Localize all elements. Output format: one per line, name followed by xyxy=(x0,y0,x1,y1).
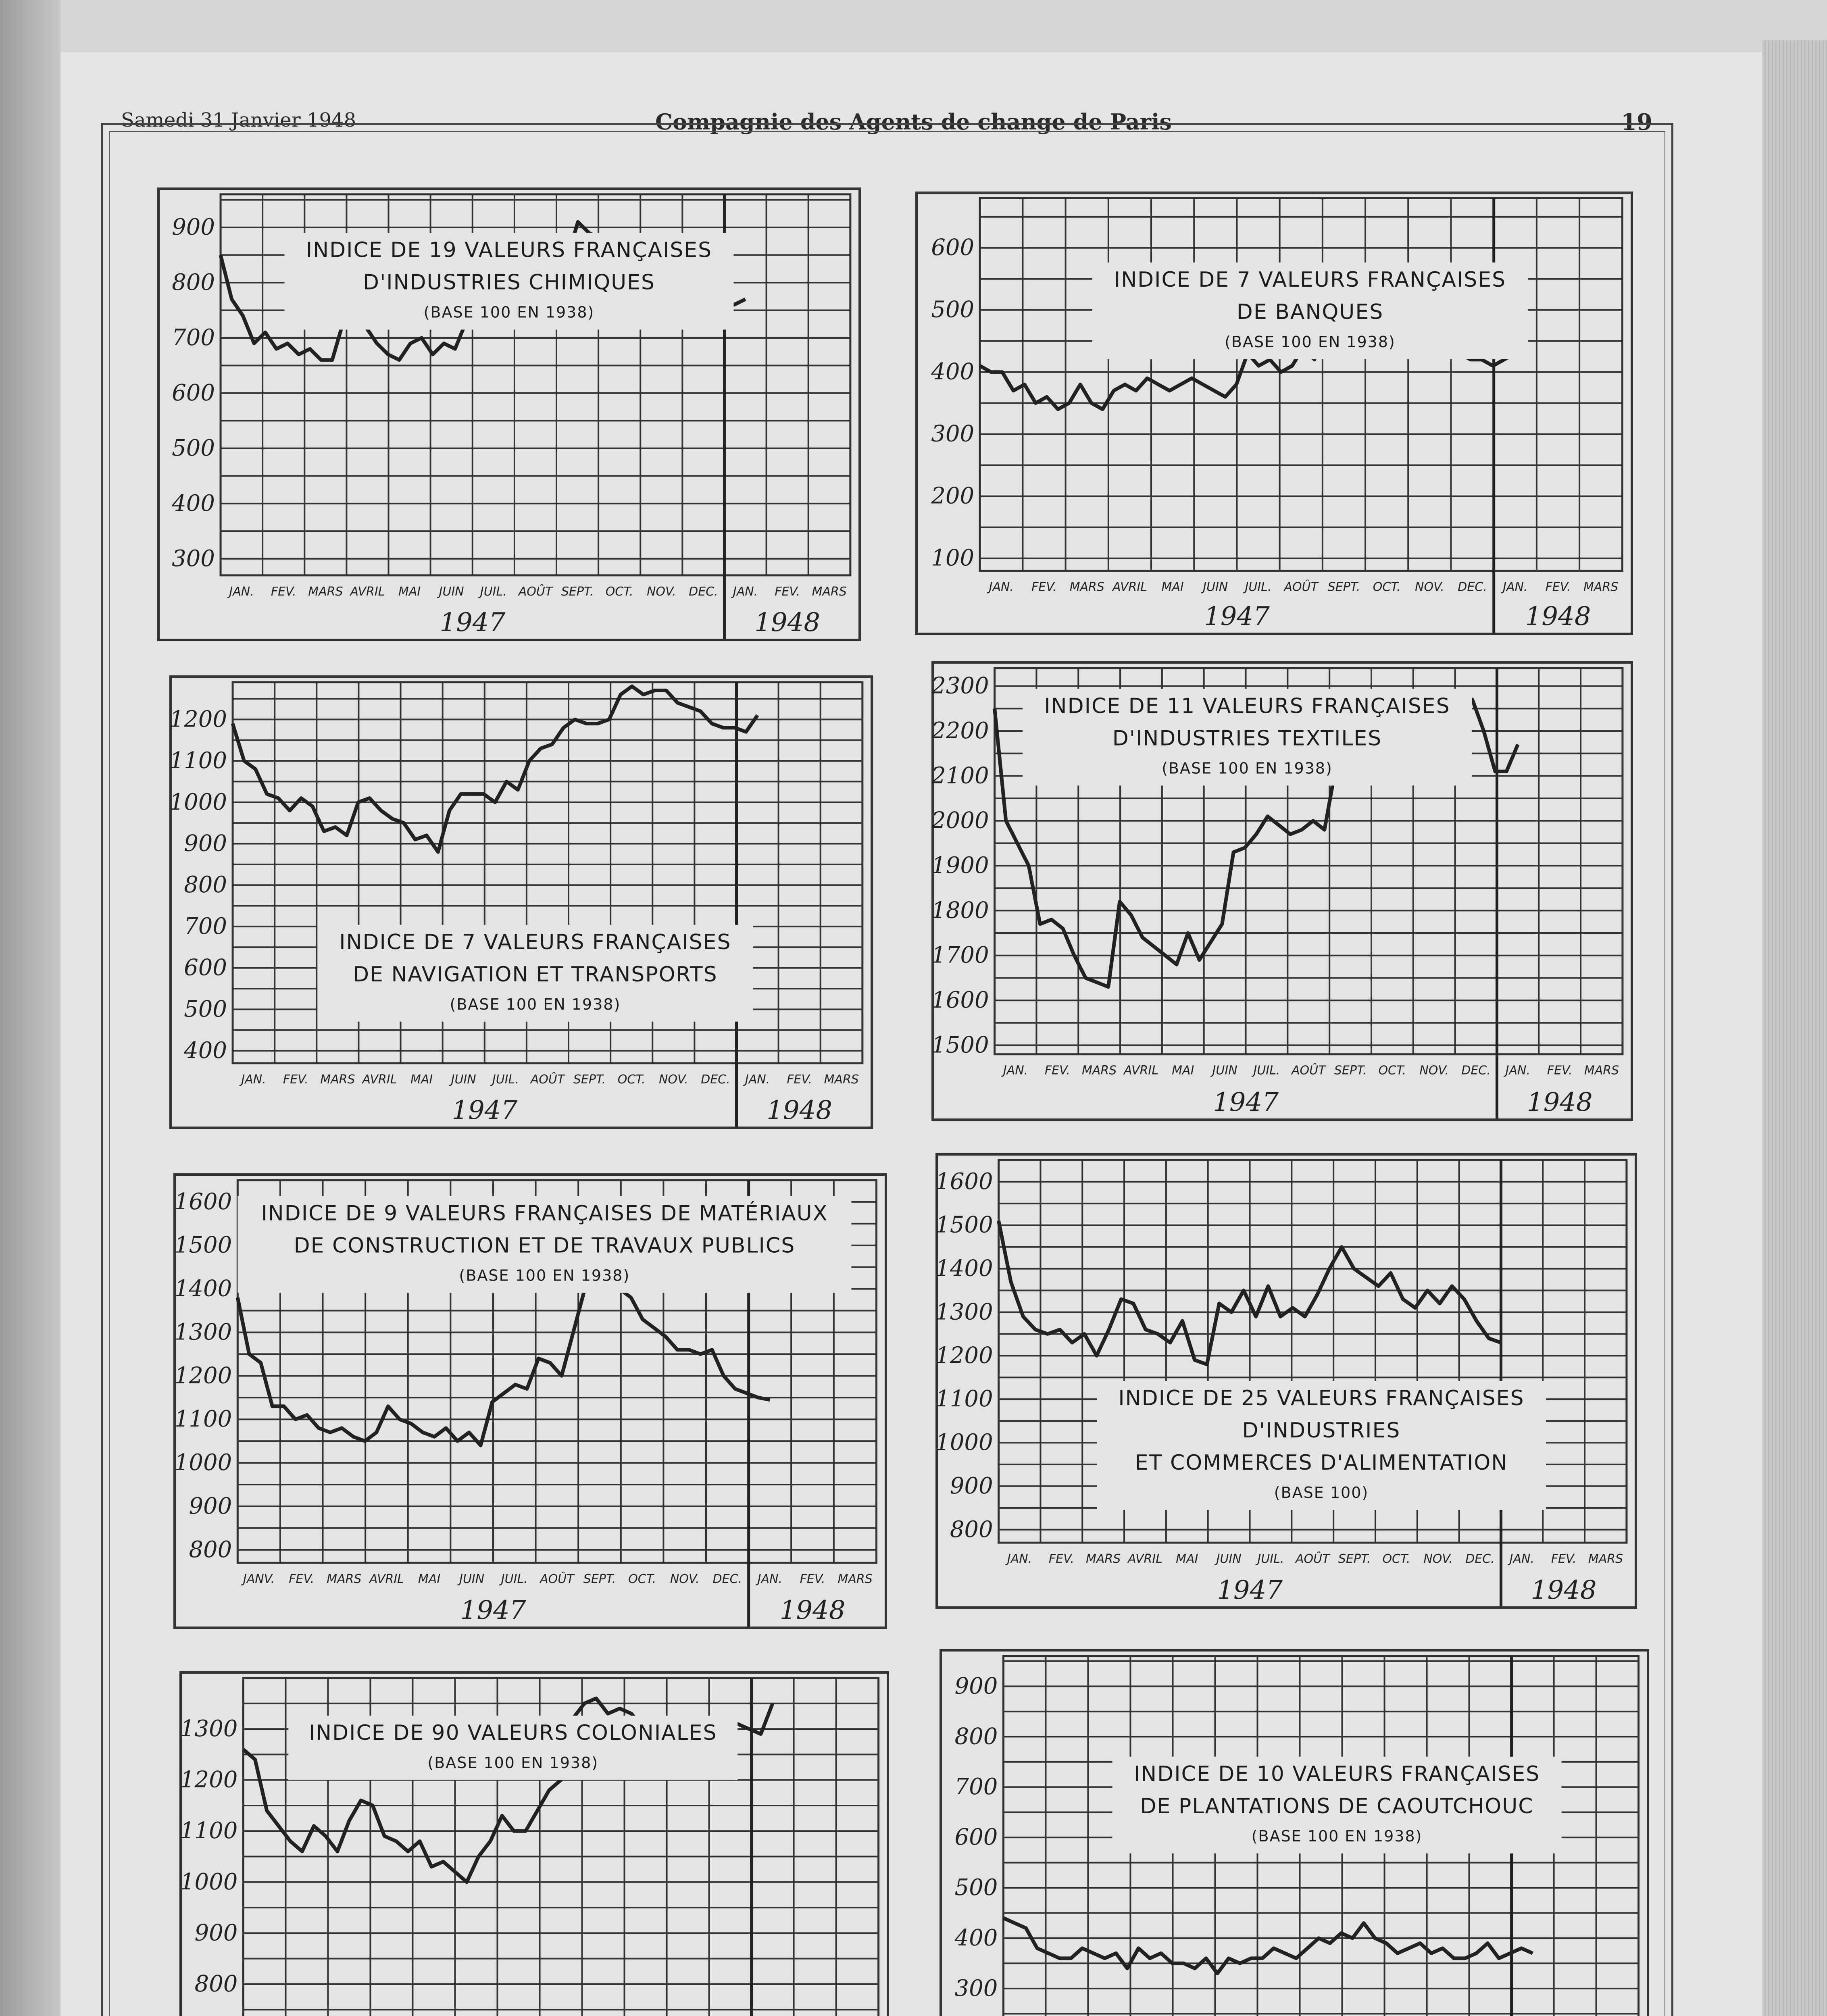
month-label: FEV. xyxy=(271,584,296,599)
y-tick-label: 400 xyxy=(931,358,975,385)
month-label: AVRIL xyxy=(1123,1063,1158,1078)
year-label: 1948 xyxy=(754,608,821,637)
y-tick-label: 400 xyxy=(954,1924,998,1951)
chart-subtitle: (BASE 100 EN 1938) xyxy=(1162,759,1333,777)
y-tick-label: 1000 xyxy=(174,1450,232,1476)
year-label: 1947 xyxy=(460,1595,526,1625)
month-label: AVRIL xyxy=(362,1072,397,1087)
chart-1 xyxy=(157,187,861,641)
chart-title-line: D'INDUSTRIES TEXTILES xyxy=(1112,726,1382,751)
book-spine xyxy=(0,0,60,2016)
year-label: 1947 xyxy=(440,608,506,637)
chart-title-line: INDICE DE 25 VALEURS FRANÇAISES xyxy=(1118,1386,1525,1410)
month-label: JAN. xyxy=(1509,1552,1535,1566)
month-label: AOÛT xyxy=(1292,1063,1326,1078)
month-label: OCT. xyxy=(1378,1063,1406,1078)
month-label: AVRIL xyxy=(1127,1552,1162,1566)
month-label: FEV. xyxy=(1048,1552,1074,1566)
y-tick-label: 1400 xyxy=(935,1255,993,1282)
y-tick-label: 1700 xyxy=(931,942,989,968)
header-title: Compagnie des Agents de change de Paris xyxy=(655,109,1172,135)
chart-6 xyxy=(935,1153,1637,1609)
month-label: AOÛT xyxy=(518,584,553,599)
y-tick-label: 900 xyxy=(194,1920,238,1946)
month-label: JUIL. xyxy=(1253,1063,1280,1078)
chart-subtitle: (BASE 100 EN 1938) xyxy=(450,995,621,1013)
month-label: DEC. xyxy=(712,1572,742,1587)
month-label: FEV. xyxy=(1547,1063,1573,1078)
chart-title-line: DE PLANTATIONS DE CAOUTCHOUC xyxy=(1140,1794,1534,1818)
year-label: 1948 xyxy=(1531,1575,1597,1605)
y-tick-label: 500 xyxy=(954,1874,998,1901)
y-tick-label: 800 xyxy=(194,1970,238,1997)
month-label: FEV. xyxy=(1031,580,1057,594)
year-label: 1947 xyxy=(1213,1087,1279,1117)
y-tick-label: 900 xyxy=(954,1673,998,1699)
y-tick-label: 1000 xyxy=(169,789,227,815)
month-label: JUIN xyxy=(1212,1063,1237,1078)
chart-8 xyxy=(940,1649,1649,2016)
month-label: MAI xyxy=(398,584,421,599)
y-tick-label: 900 xyxy=(184,830,227,857)
month-label: FEV. xyxy=(800,1572,825,1587)
month-label: DEC. xyxy=(1458,580,1487,594)
y-tick-label: 900 xyxy=(950,1472,993,1499)
month-label: JAN. xyxy=(989,580,1014,594)
month-label: FEV. xyxy=(787,1072,812,1087)
month-label: AVRIL xyxy=(1112,580,1147,594)
y-tick-label: 900 xyxy=(172,214,215,241)
month-label: JAN. xyxy=(1503,580,1528,594)
y-tick-label: 600 xyxy=(931,234,975,261)
chart-title-line: D'INDUSTRIES CHIMIQUES xyxy=(362,270,656,295)
month-label: FEV. xyxy=(283,1072,308,1087)
month-label: MAI xyxy=(1172,1063,1194,1078)
month-label: OCT. xyxy=(1373,580,1401,594)
month-label: MARS xyxy=(1086,1552,1121,1566)
month-label: JUIL. xyxy=(1257,1552,1284,1566)
month-label: DEC. xyxy=(1461,1063,1491,1078)
y-tick-label: 2100 xyxy=(931,762,989,789)
y-tick-label: 1400 xyxy=(174,1275,232,1302)
y-tick-label: 1100 xyxy=(169,748,227,774)
chart-3 xyxy=(169,675,873,1129)
month-label: MARS xyxy=(837,1572,873,1587)
month-label: MAI xyxy=(410,1072,433,1087)
y-tick-label: 1000 xyxy=(935,1429,993,1456)
month-label: JAN. xyxy=(1505,1063,1531,1078)
chart-subtitle: (BASE 100) xyxy=(1274,1484,1369,1502)
y-tick-label: 800 xyxy=(184,872,227,898)
y-tick-label: 400 xyxy=(184,1037,227,1064)
chart-2 xyxy=(915,192,1633,635)
chart-title-line: INDICE DE 7 VALEURS FRANÇAISES xyxy=(1114,268,1506,292)
y-tick-label: 800 xyxy=(172,269,215,296)
y-tick-label: 600 xyxy=(954,1824,998,1851)
month-label: JANV. xyxy=(243,1572,275,1587)
y-tick-label: 1300 xyxy=(935,1299,993,1325)
y-tick-label: 100 xyxy=(931,545,975,571)
y-tick-label: 700 xyxy=(954,1774,998,1800)
month-label: JAN. xyxy=(1007,1552,1032,1566)
month-label: JUIN xyxy=(451,1072,476,1087)
y-tick-label: 2300 xyxy=(931,673,989,699)
y-tick-label: 1300 xyxy=(174,1319,232,1345)
month-label: SEPT. xyxy=(1338,1552,1371,1566)
chart-title-line: INDICE DE 19 VALEURS FRANÇAISES xyxy=(306,238,712,262)
y-tick-label: 2200 xyxy=(931,717,989,744)
y-tick-label: 1600 xyxy=(174,1188,232,1215)
month-label: AVRIL xyxy=(350,584,385,599)
month-label: FEV. xyxy=(1044,1063,1070,1078)
month-label: DEC. xyxy=(701,1072,730,1087)
month-label: NOV. xyxy=(646,584,676,599)
y-tick-label: 500 xyxy=(184,996,227,1023)
y-tick-label: 1800 xyxy=(931,897,989,924)
month-label: MARS xyxy=(1583,580,1619,594)
y-tick-label: 1500 xyxy=(935,1212,993,1238)
month-label: OCT. xyxy=(605,584,633,599)
month-label: MAI xyxy=(418,1572,441,1587)
chart-subtitle: (BASE 100 EN 1938) xyxy=(1225,333,1396,351)
y-tick-label: 800 xyxy=(950,1516,993,1543)
y-tick-label: 300 xyxy=(954,1975,998,2001)
chart-subtitle: (BASE 100 EN 1938) xyxy=(459,1266,630,1285)
year-label: 1948 xyxy=(767,1095,833,1125)
month-label: NOV. xyxy=(670,1572,700,1587)
chart-4 xyxy=(931,661,1633,1121)
month-label: SEPT. xyxy=(561,584,594,599)
month-label: MARS xyxy=(327,1572,362,1587)
y-tick-label: 1100 xyxy=(174,1406,232,1433)
month-label: NOV. xyxy=(658,1072,688,1087)
month-label: JAN. xyxy=(1003,1063,1028,1078)
month-label: JUIN xyxy=(459,1572,485,1587)
month-label: JAN. xyxy=(733,584,758,599)
chart-subtitle: (BASE 100 EN 1938) xyxy=(1251,1827,1423,1845)
y-tick-label: 800 xyxy=(954,1723,998,1750)
chart-title-line: INDICE DE 90 VALEURS COLONIALES xyxy=(308,1721,717,1745)
month-label: JAN. xyxy=(745,1072,770,1087)
plot-border xyxy=(980,198,1622,571)
y-tick-label: 400 xyxy=(172,490,215,516)
y-tick-label: 1100 xyxy=(180,1818,238,1844)
month-label: FEV. xyxy=(775,584,800,599)
month-label: OCT. xyxy=(628,1572,656,1587)
chart-title-line: INDICE DE 9 VALEURS FRANÇAISES DE MATÉRIAUX xyxy=(261,1201,828,1226)
y-tick-label: 700 xyxy=(172,324,215,351)
year-label: 1948 xyxy=(1527,1087,1593,1117)
month-label: JUIL. xyxy=(480,584,507,599)
y-tick-label: 300 xyxy=(172,545,215,572)
month-label: SEPT. xyxy=(1327,580,1360,594)
month-label: MARS xyxy=(1588,1552,1623,1566)
y-tick-label: 700 xyxy=(184,913,227,939)
month-label: JUIL. xyxy=(501,1572,528,1587)
month-label: SEPT. xyxy=(573,1072,606,1087)
month-label: AOÛT xyxy=(1284,580,1318,594)
chart-5 xyxy=(173,1173,887,1629)
chart-title-line: DE NAVIGATION ET TRANSPORTS xyxy=(353,962,718,987)
month-label: AOÛT xyxy=(1296,1552,1330,1566)
chart-7 xyxy=(179,1671,889,2016)
index-series-line xyxy=(1003,1918,1533,1973)
month-label: MAI xyxy=(1176,1552,1198,1566)
month-label: OCT. xyxy=(1382,1552,1410,1566)
month-label: NOV. xyxy=(1423,1552,1453,1566)
chart-grid-lines xyxy=(980,198,1622,571)
month-label: JAN. xyxy=(229,584,254,599)
month-label: JAN. xyxy=(757,1572,783,1587)
month-label: JUIN xyxy=(439,584,464,599)
month-label: MARS xyxy=(308,584,343,599)
page-edges xyxy=(1762,40,1827,2016)
month-label: AOÛT xyxy=(530,1072,565,1087)
y-tick-label: 1300 xyxy=(180,1716,238,1742)
y-tick-label: 1600 xyxy=(931,987,989,1014)
month-label: NOV. xyxy=(1415,580,1444,594)
month-label: NOV. xyxy=(1419,1063,1449,1078)
month-label: SEPT. xyxy=(1334,1063,1367,1078)
y-tick-label: 1000 xyxy=(180,1868,238,1895)
y-tick-label: 1900 xyxy=(931,852,989,879)
month-label: OCT. xyxy=(617,1072,646,1087)
month-label: MARS xyxy=(812,584,847,599)
month-label: MAI xyxy=(1161,580,1184,594)
y-tick-label: 1200 xyxy=(180,1766,238,1793)
month-label: MARS xyxy=(1069,580,1104,594)
y-tick-label: 1100 xyxy=(935,1386,993,1412)
month-label: FEV. xyxy=(1545,580,1571,594)
month-label: MARS xyxy=(824,1072,859,1087)
header-date: Samedi 31 Janvier 1948 xyxy=(121,109,356,131)
y-tick-label: 1200 xyxy=(169,706,227,733)
year-label: 1947 xyxy=(1204,602,1270,631)
year-label: 1947 xyxy=(1217,1575,1283,1605)
index-series-line xyxy=(233,686,758,852)
month-label: MARS xyxy=(1584,1063,1619,1078)
chart-title-line: D'INDUSTRIES xyxy=(1242,1418,1401,1443)
y-tick-label: 1500 xyxy=(174,1232,232,1258)
month-label: JAN. xyxy=(241,1072,266,1087)
month-label: JUIL. xyxy=(1245,580,1272,594)
month-label: JUIN xyxy=(1203,580,1228,594)
y-tick-label: 900 xyxy=(189,1493,232,1519)
chart-subtitle: (BASE 100 EN 1938) xyxy=(427,1754,599,1772)
y-tick-label: 1200 xyxy=(174,1362,232,1389)
month-label: MARS xyxy=(1082,1063,1117,1078)
y-tick-label: 300 xyxy=(931,421,975,447)
y-tick-label: 1200 xyxy=(935,1342,993,1369)
month-label: FEV. xyxy=(1551,1552,1577,1566)
y-tick-label: 1600 xyxy=(935,1168,993,1195)
month-label: AVRIL xyxy=(369,1572,404,1587)
y-tick-label: 500 xyxy=(172,435,215,461)
month-label: FEV. xyxy=(289,1572,315,1587)
year-label: 1948 xyxy=(1525,602,1591,631)
chart-title-line: DE BANQUES xyxy=(1236,300,1384,324)
y-tick-label: 200 xyxy=(931,483,975,509)
y-tick-label: 1500 xyxy=(931,1032,989,1058)
month-label: AOÛT xyxy=(540,1572,574,1587)
year-label: 1947 xyxy=(452,1095,518,1125)
chart-title-line: ET COMMERCES D'ALIMENTATION xyxy=(1135,1451,1508,1475)
chart-title-line: INDICE DE 11 VALEURS FRANÇAISES xyxy=(1044,694,1450,719)
y-tick-label: 2000 xyxy=(931,807,989,834)
year-label: 1948 xyxy=(779,1595,846,1625)
month-label: JUIL. xyxy=(492,1072,519,1087)
month-label: DEC. xyxy=(689,584,718,599)
month-label: JUIN xyxy=(1216,1552,1242,1566)
y-tick-label: 600 xyxy=(184,954,227,981)
y-tick-label: 800 xyxy=(189,1536,232,1563)
chart-subtitle: (BASE 100 EN 1938) xyxy=(423,303,595,321)
chart-plate-border xyxy=(917,193,1632,634)
chart-title-line: DE CONSTRUCTION ET DE TRAVAUX PUBLICS xyxy=(294,1233,796,1258)
chart-plate-border xyxy=(171,677,872,1128)
month-label: MARS xyxy=(320,1072,355,1087)
y-tick-label: 500 xyxy=(931,296,975,323)
page-number: 19 xyxy=(1621,109,1652,135)
y-tick-label: 600 xyxy=(172,379,215,406)
chart-title-line: INDICE DE 7 VALEURS FRANÇAISES xyxy=(339,930,731,954)
month-label: SEPT. xyxy=(583,1572,616,1587)
month-label: DEC. xyxy=(1465,1552,1495,1566)
chart-title-line: INDICE DE 10 VALEURS FRANÇAISES xyxy=(1133,1762,1540,1786)
